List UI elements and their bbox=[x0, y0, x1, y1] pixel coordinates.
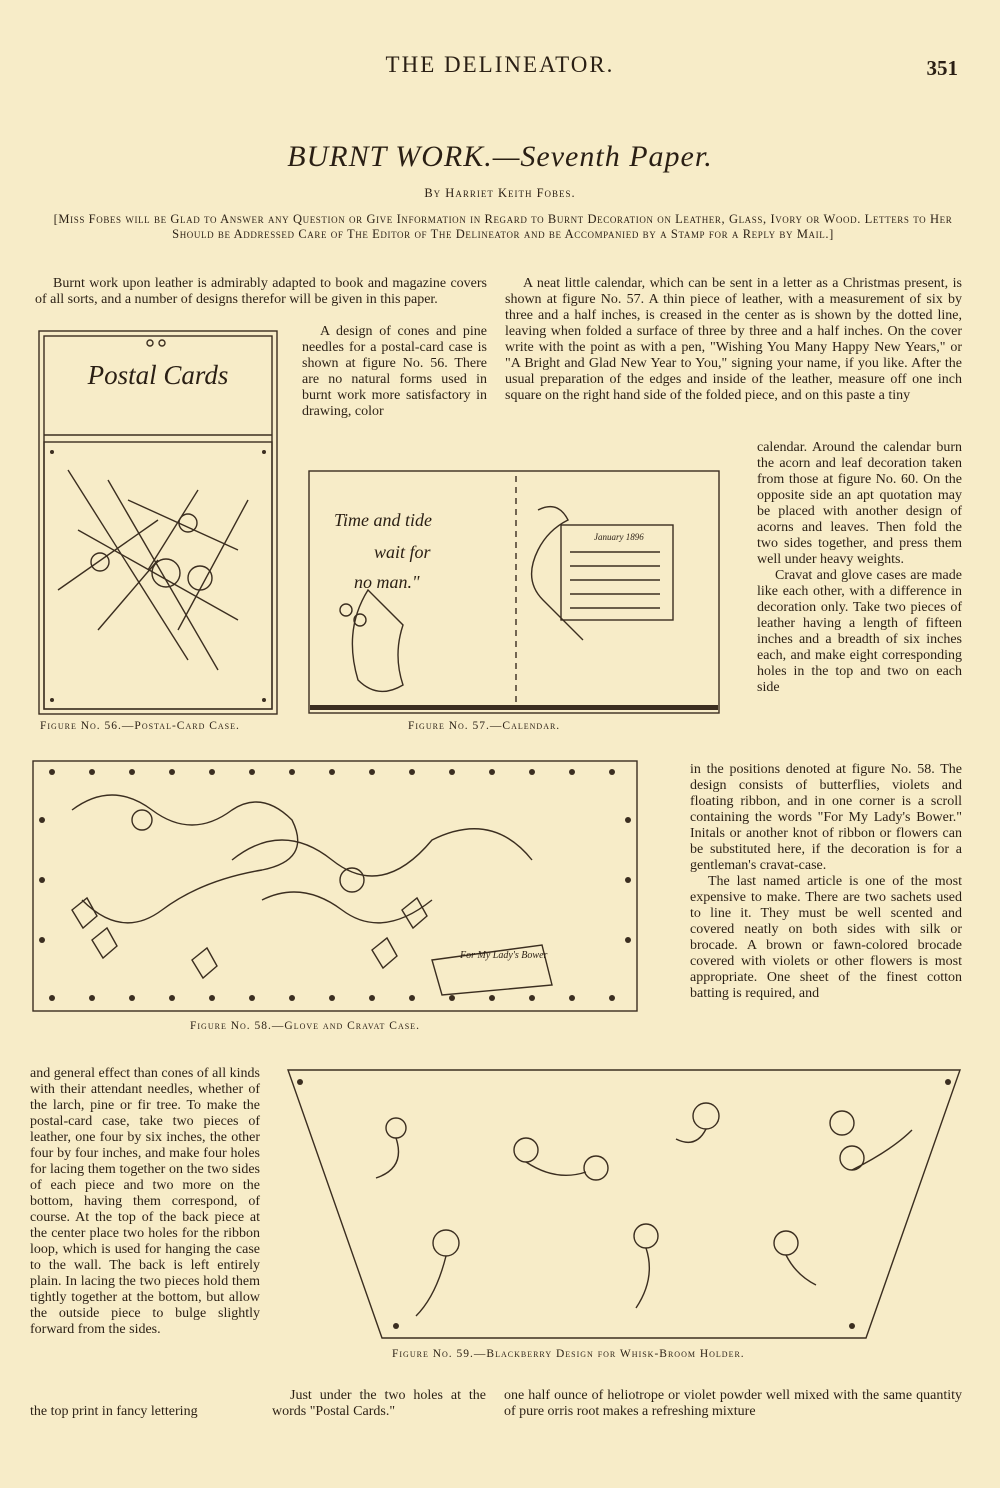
figure-59-whisk-broom-holder bbox=[286, 1068, 962, 1340]
calendar-quote-line1: Time and tide bbox=[334, 510, 432, 530]
whisk-broom-holder-illustration bbox=[286, 1068, 962, 1340]
lady-bower-scroll-text: For My Lady's Bower bbox=[460, 950, 548, 961]
figure-57-calendar bbox=[308, 470, 720, 714]
calendar-month-label: January 1896 bbox=[594, 532, 644, 542]
sachet-mixture-text: one half ounce of heliotrope or violet powder well mixed with the same quantity of pure orris root makes a refreshing mixture bbox=[504, 1388, 962, 1419]
cravat-text: Cravat and glove cases are made like each other, with a difference in decoration only. Take two pieces of leather having a length of fifteen inches and a breadth of six inches each, and make eight corresponding holes in the top and two on each side bbox=[757, 568, 962, 695]
cravat-continued bbox=[690, 762, 962, 1002]
postal-cards-lettering: Postal Cards bbox=[87, 360, 229, 390]
figure-56-postal-card-case bbox=[38, 330, 278, 715]
figure-56-caption: Figure No. 56.—Postal-Card Case. bbox=[40, 720, 240, 732]
cravat-text-continued: in the positions denoted at figure No. 58. The design consists of butterflies, violets and floating ribbon, and in one corner is a scroll containing the words "For My Lady's Bower." Initals or another knot of ribbon or flowers can be substituted here, if the decoration is for a gentleman's cravat-case. bbox=[690, 762, 962, 873]
postal-case-text: and general effect than cones of all kinds with their attendant needles, whether of the larch, pine or fir tree. To make the postal-card case, take two pieces of leather, one four by six inches, the other four by four inches, and make four holes for lacing them together on the two sides of each piece and two more on the bottom, having them correspond, of course. At the top of the back piece at the center place two holes for the ribbon loop, which is used for hanging the case to the wall. The back is left entirely plain. In lacing the two pieces hold them tightly together at the bottom, but allow the outside piece to bulge slightly forward from the sides. bbox=[30, 1066, 260, 1337]
calendar-quote-line2: wait for bbox=[374, 542, 431, 562]
calendar-continued bbox=[757, 440, 962, 696]
glove-cravat-case-illustration bbox=[32, 760, 638, 1012]
figure-57-caption: Figure No. 57.—Calendar. bbox=[408, 720, 561, 732]
postal-cards-words-text: Just under the two holes at the words "Postal Cards." bbox=[272, 1388, 486, 1419]
figure-58-glove-cravat-case bbox=[32, 760, 638, 1012]
postal-case-tail bbox=[30, 1404, 262, 1420]
fig56-text: A design of cones and pine needles for a postal-card case is shown at figure No. 56. There are no natural forms used in burnt work more satisfactory in drawing, color bbox=[302, 324, 487, 419]
calendar-text-continued: calendar. Around the calendar burn the acorn and leaf decoration taken from those at figure No. 60. On the opposite side an apt quotation may be placed with another design of acorns and leaves. Then fold the two sides together, and press them well under heavy weights. bbox=[757, 440, 962, 567]
calendar-quote-line3: no man." bbox=[354, 572, 420, 592]
page-number: 351 bbox=[926, 56, 958, 80]
postal-cards-words bbox=[272, 1388, 486, 1420]
postal-case-tail-text: the top print in fancy lettering bbox=[30, 1404, 198, 1419]
intro-paragraph bbox=[35, 276, 487, 308]
editor-note: [Miss Fobes will be Glad to Answer any Question or Give Information in Regard to Burnt Decoration on Leather, Glass, Ivory or Wood. Letters to Her Should be Addressed Care of The Editor of The Delineator and be Accompanied by a Stamp for a Reply by Mail.] bbox=[53, 212, 953, 241]
running-title: THE DELINEATOR. bbox=[385, 52, 615, 77]
expensive-text: The last named article is one of the most expensive to make. There are two sachets used to line it. They must be well scented and covered neatly on both sides with silk or brocade. A brown or fawn-colored brocade covered with violets or other flowers is most appropriate. One sheet of the finest cotton batting is required, and bbox=[690, 874, 962, 1001]
calendar-paragraph bbox=[505, 276, 962, 404]
figure-59-caption: Figure No. 59.—Blackberry Design for Whisk-Broom Holder. bbox=[392, 1348, 745, 1360]
figure-58-caption: Figure No. 58.—Glove and Cravat Case. bbox=[190, 1020, 420, 1032]
postal-case-instructions bbox=[30, 1066, 260, 1338]
sachet-mixture bbox=[504, 1388, 962, 1420]
article-title: BURNT WORK.—Seventh Paper. bbox=[287, 140, 713, 173]
byline: By Harriet Keith Fobes. bbox=[424, 186, 576, 200]
fig56-paragraph bbox=[302, 324, 487, 420]
intro-text: Burnt work upon leather is admirably adapted to book and magazine covers of all sorts, and a number of designs therefor will be given in this paper. bbox=[35, 276, 487, 307]
calendar-text: A neat little calendar, which can be sent in a letter as a Christmas present, is shown at figure No. 57. A thin piece of leather, with a measurement of six by three and a half inches, is creased in the center as is shown by the dotted line, leaving when folded a surface of three by three and a half inches. On the cover write with the point as with a pen, "Wishing You Many Happy New Years," or "A Bright and Glad New Year to You," signing your name, if you like. After the usual preparation of the edges and inside of the leather, measure off one inch square on the right hand side of the folded piece, and on this paste a tiny bbox=[505, 276, 962, 403]
